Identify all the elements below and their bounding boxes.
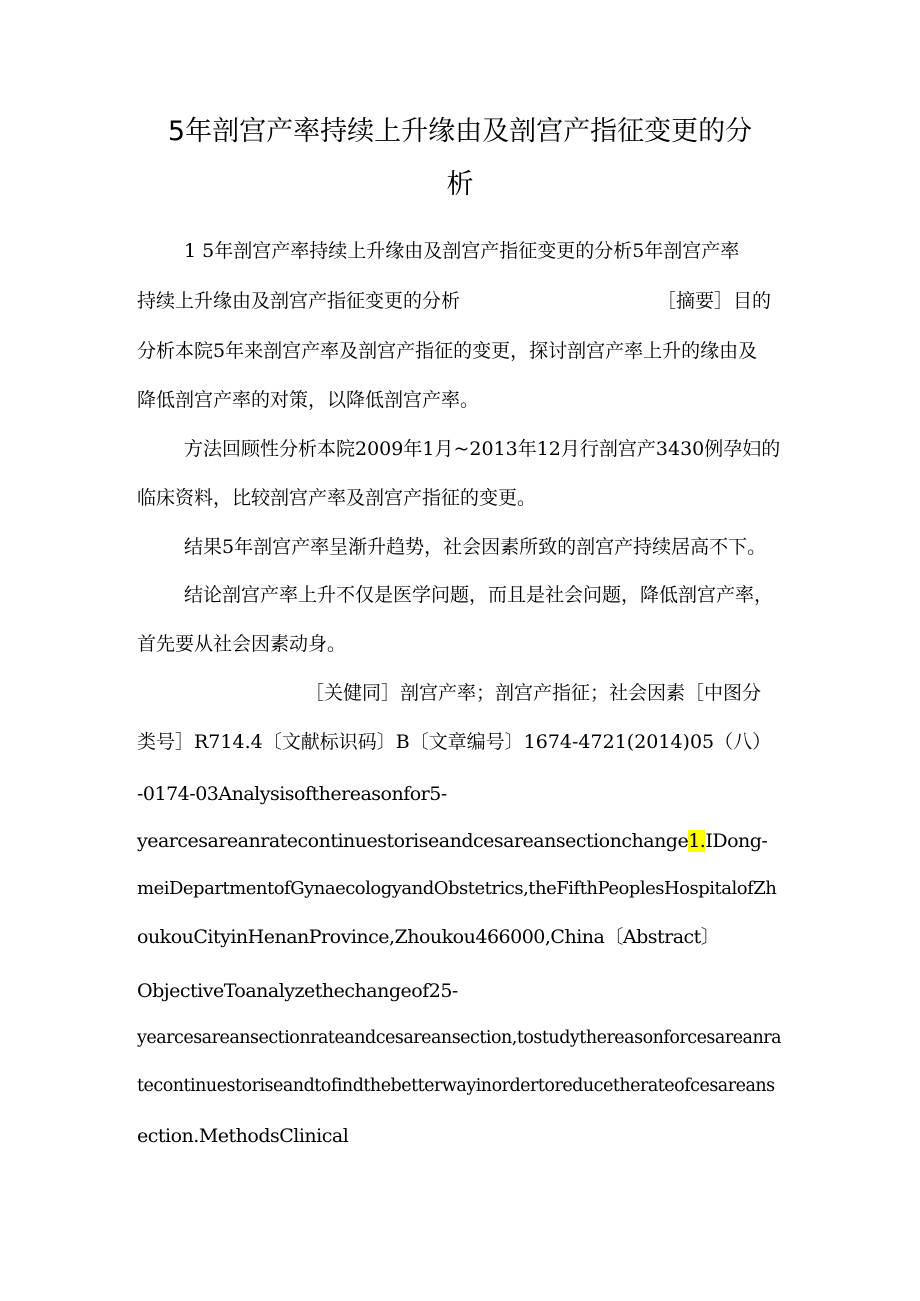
title-line-1: 5年剖宫产率持续上升缘由及剖宫产指征变更的分 [167, 116, 753, 147]
title-line-2: 析 [446, 169, 474, 200]
abstract-label: ［摘要］目的 [657, 290, 772, 312]
english-line: tecontinuestoriseandtofindthebetterwayinordertoreducetherateofcesareans [137, 1076, 775, 1096]
abstract-line: 分析本院5年来剖宫产率及剖宫产指征的变更，探讨剖宫产率上升的缘由及 [137, 340, 758, 362]
classification-line: 类号］R714.4〔文献标识码〕B〔文章编号〕1674-4721(2014)05（八） [137, 731, 772, 753]
english-text: IDong- [705, 830, 768, 852]
english-line: meiDepartmentofGynaecologyandObstetrics,theFifthPeoplesHospitalofZh [137, 878, 777, 899]
highlighted-text: 1. [688, 830, 706, 852]
abstract-line: 降低剖宫产率的对策，以降低剖宫产率。 [137, 389, 480, 411]
abstract-line: 1 5年剖宫产率持续上升缘由及剖宫产指征变更的分析5年剖宫产率 [184, 240, 740, 262]
abstract-line: 持续上升缘由及剖宫产指征变更的分析 [137, 290, 461, 312]
english-line: ection.MethodsClinical [137, 1125, 349, 1147]
keywords-line: ［关健同］剖宫产率；剖宫产指征；社会因素［中图分 [305, 682, 762, 704]
conclusion-line: 结论剖宫产率上升不仅是医学问题，而且是社会问题，降低剖宫产率， [184, 584, 774, 606]
english-line [137, 832, 767, 851]
english-line: ObjectiveToanalyzethechangeof25- [137, 980, 458, 1002]
english-text: yearcesareanratecontinuestoriseandcesareansectionchange [137, 830, 689, 852]
english-line: -0174-03Analysisofthereasonfor5- [137, 783, 447, 805]
conclusion-line: 首先要从社会因素动身。 [137, 633, 347, 655]
methods-line: 方法回顾性分析本院2009年1月~2013年12月行剖宫产3430例孕妇的 [184, 438, 781, 460]
english-line: oukouCityinHenanProvince,Zhoukou466000,China〔Abstract〕 [137, 926, 720, 948]
english-line: yearcesareansectionrateandcesareansection,tostudythereasonforcesareanra [137, 1028, 782, 1048]
results-line: 结果5年剖宫产率呈渐升趋势，社会因素所致的剖宫产持续居高不下。 [184, 536, 767, 558]
methods-line: 临床资料，比较剖宫产率及剖宫产指征的变更。 [137, 487, 537, 509]
